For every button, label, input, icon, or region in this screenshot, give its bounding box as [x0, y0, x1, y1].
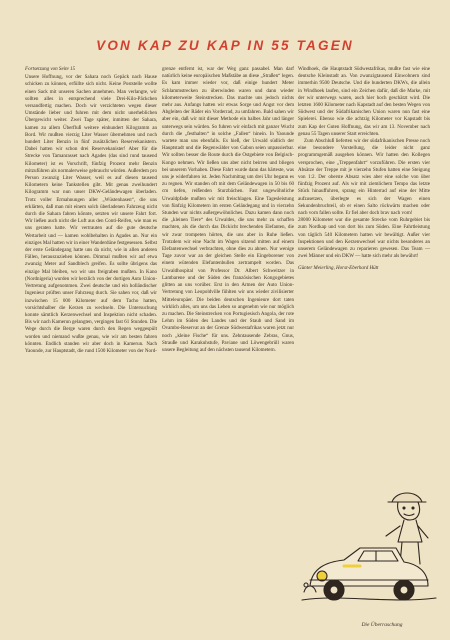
column-3-paragraph-3: 28000 Kilometer war die gesamte Strecke vom Ruhrgebiet bis zum Nordkap und von dort bis zum Süden. Eine Fahrtleistung von täglich 540 Kilometern hatten wir bewältigt. Außer vier Inspektionen und den Kerzenwechsel war nichts besonderes an unserem Geländewagen zu reparieren gewesen. Das Team — zwei Männer und ein DKW — hatte sich mehr als bewährt! [298, 217, 430, 260]
continuation-note: Fortsetzung von Seite 15 [25, 66, 76, 72]
column-3-paragraph-2: Zum Abschluß lieferten wir der südafrikanischen Presse noch eine besondere Vorstellung, die leider nicht ganz programmgemäß ausgehen können. Wir hatten den Kollegen versprochen, eine „Treppenfahrt“ vorzuführen. Die ersten vier Absätze der Treppe mit je vierzehn Stufen hatten eine Steigung von 1:2. Der oberste Absatz wies aber eine solche von über fünfzig Prozent auf. Als wir mit ziemlichem Tempo das letzte Stück hinauffuhren, sprang ein Hinterrad auf eine der Mitte aufzusetzen, überlegte es sich der Wagen einen Sekundenbruchteil, ob er einen Salto rückwärts machen oder nach vorn fallen sollte. Er fiel aber doch brav nach vorn! [298, 138, 430, 217]
column-1 [25, 66, 157, 355]
column-3 [298, 66, 430, 273]
author-signature: Günter Meierling, Horst-Eberhard Hütt [298, 265, 379, 272]
column-2 [162, 66, 294, 354]
column-1-text: Unsere Hoffnung, vor der Sahara noch Gepäck nach Hause schicken zu können, erfüllte sich nicht. Keine Poststelle wollte einen Sack mit unseren Sachen annehmen. Man verlangte, wir sollten alles in entsprechend viele Drei-Kilo-Päckchen versandfertig machen. Doch wir verzichteten wegen dieser Umstände lieber und fuhren mit dem nicht unerheblichen Übergewicht weiter. Zwei Tage später, inmitten der Sahara, kamen zu allem Überfluß weitere einhundert Kilogramm an Bord. Wir mußten vierzig Liter Wasser übernehmen und noch hundert Liter Benzin in fünf zusätzlichen Reservekanistern. Dabei hatten wir schon drei Reservekanister! Aber für die Strecke von Tamanrasset nach Agades (das sind rund tausend Kilometer) ist es Vorschrift, fünfzig Prozent mehr Benzin mitzuführen als normalerweise gebraucht würden. Außerdem pro Person zwanzig Liter Wasser, weil es auf diesen tausend Kilometern keine Tankstellen gibt. Mit genau zweihundert Kilogramm war nun unser DKW-Geländewagen überladen. Trotz voller Ermahnungen aller „Wüstenhasen“, die uns erklärten, daß man mit einem solch überladenen Fahrzeug nicht durch die Sahara fahren könnte, setzten wir unsere Fahrt fort. Wir ließen auch nicht die Luft aus den Conti-Reifen, wie man es uns geraten hatte. Wir vertrauten auf die gute deutsche Wertarbeit und — kamen wohlbehalten in Agades an. Nur ein einziges Mal hatten wir in einer Wanderdüne festgesessen. Selbst der erste Geländegang hatte uns da nicht, wie in allen anderen Fällen, herauszuziehen können. Dimmal mußten wir auf etwa zwanzig Meter auf Sandblech greifen. Es sollte übrigens das einzige Mal bleiben, wo wir uns freigraben mußten. In Kano (Nordnigeria) wurden wir herzlich von der dortigen Auto Union-Vertretung aufgenommen. Zwei deutsche und ein holländischer Ingenieur prüften unser Fahrzeug durch. Sie sahen vor, daß wir inzwischen 15 000 Kilometer auf dem Tacho hatten, vorsichtshalber die Kerzen zu wechseln. Die Untersuchung konnte sämtlich Kerzenwechsel und Inspektion nicht schaden. Bis wir nach Kamerun gelangten, vergingen fast 61 Stunden. Die Wege durch die Berge waren durch den Regen weggespült worden und niemand wußte genau, wie wir am besten fahren könnten. Endlich standen wir aber doch in Kamerun. Nach Yaounde, zur Hauptstadt, die rund 1500 Kilometer von der Nord- [25, 74, 157, 354]
column-2-text: grenze entfernt ist, war der Weg ganz passabel. Man darf natürlich keine europäischen Maßstäbe an diese „Straßen“ legen. Es kam immer wieder vor, daß einige hundert Meter Schlammstrecken zu überwinden waren und dann wieder kilometerweite Steinstrecken. Das machte uns jedoch nichts mehr aus. Anfangs hatten wir etwas Sorge und Angst vor dem Abgleiten der Räder ein Vorderrad, zu umfahren. Bald sahen wir aber ein, daß wir mit dieser Methode ein halbes Jahr und länger unterwegs sein würden. So fuhren wir einfach mit ganzer Wucht durch die „festhalten“ in solche „Fallen“ hinein. In Yaounde wartete man uns ebenfalls. Es hieß, der Urwald südlich der Hauptstadt und die Regenwälder von Gabon seien unpassierbar. Wir sollten besser die Route durch die Ostgebiete von Belgisch-Kongo nehmen. Wir ließen uns aber nicht beirren und bliegen bei unserem Vorhaben. Diese Fahrt wurde dann das härteste, was uns je widerfahren ist. Jeden Nachmittag um drei Uhr begann es zu regnen. Wir standen oft mit dem Geländewagen in 50 bis 60 cm tiefen, reißenden Sturzbächen. Fast ungewöhnliche Urwaldpfade mußten wir mit freischlagen. Eine Tagesleistung von fünfzig Kilometern im ersten Geländegang und in vierzehn Stunden war nichts außergewöhnliches. Dazu kamen dann noch die „kleinen Tiere“ des Urwaldes, die uns mehr zu schaffen machten, als die durch das Dickicht brechenden Elefanten, die wir zwar trompeten hörten, die uns aber in Ruhe ließen. Trotzdem wir eine Nacht im Wagen sitzend mitten auf einem Elefantenwechsel verbrachten, ohne dies zu ahnen. Nur wenige Tage zuvor war an der gleichen Stelle ein Eingeborener von einem wütenden Elefantenbullen zertrampelt worden. Das Urwaldhospital von Professor Dr. Albert Schweitzer in Lambarene und der Süden des französischen Kongogebietes glitten an uns vorüber. Erst in den Armen der Auto Union-Vertretung von Leopoldville fühlten wir uns wieder zivilisierter Mitteleuropäer. Die beiden deutschen Ingenieure dort taten wirklich alles, um uns das Leben so angenehm wie nur möglich zu machen. Die Steinstrecken von Portugiesisch Angola, der rote Lehm im Süden des Landes und der Staub und Sand im Ovambo-Reservat an der Grenze Südwestafrikas waren jetzt nur noch „kleine Fische“ für uns. Zehntausende Zebras, Gnus, Strauße und Karakuhstufe, Paviane und Löwengebrüll waren unsere Begleitung auf den nächsten tausend Kilometern. [162, 66, 294, 353]
illustration-caption: Die Überraschung [361, 622, 403, 628]
column-3-paragraph-1: Windhoek, die Hauptstadt Südwestafrikas, mußte fast wie eine deutsche Kleinstadt an. Von zwanzigtausend Einwohnern sind immerhin 9500 Deutsche. Und die hunderten DKWs, die allein in Windhoek laufen, sind ein Zeichen dafür, daß die Marke, mit der wir unterwegs waren, auch hier hoch geschätzt wird. Die letzten 1600 Kilometer nach Kapstadt auf den besten Wegen von Südwest und der Südafrikanischen Union waren nun fast eine Spielerei. Ebenso wie die achtzig Kilometer vor Kapstadt bis zum Kap der Guten Hoffnung, das wir am 13. November nach genau 55 Tagen unserer Start erreichten. [298, 66, 430, 137]
article-title: VON KAP ZU KAP IN 55 TAGEN [96, 38, 354, 53]
cartoon-illustration [300, 468, 438, 608]
